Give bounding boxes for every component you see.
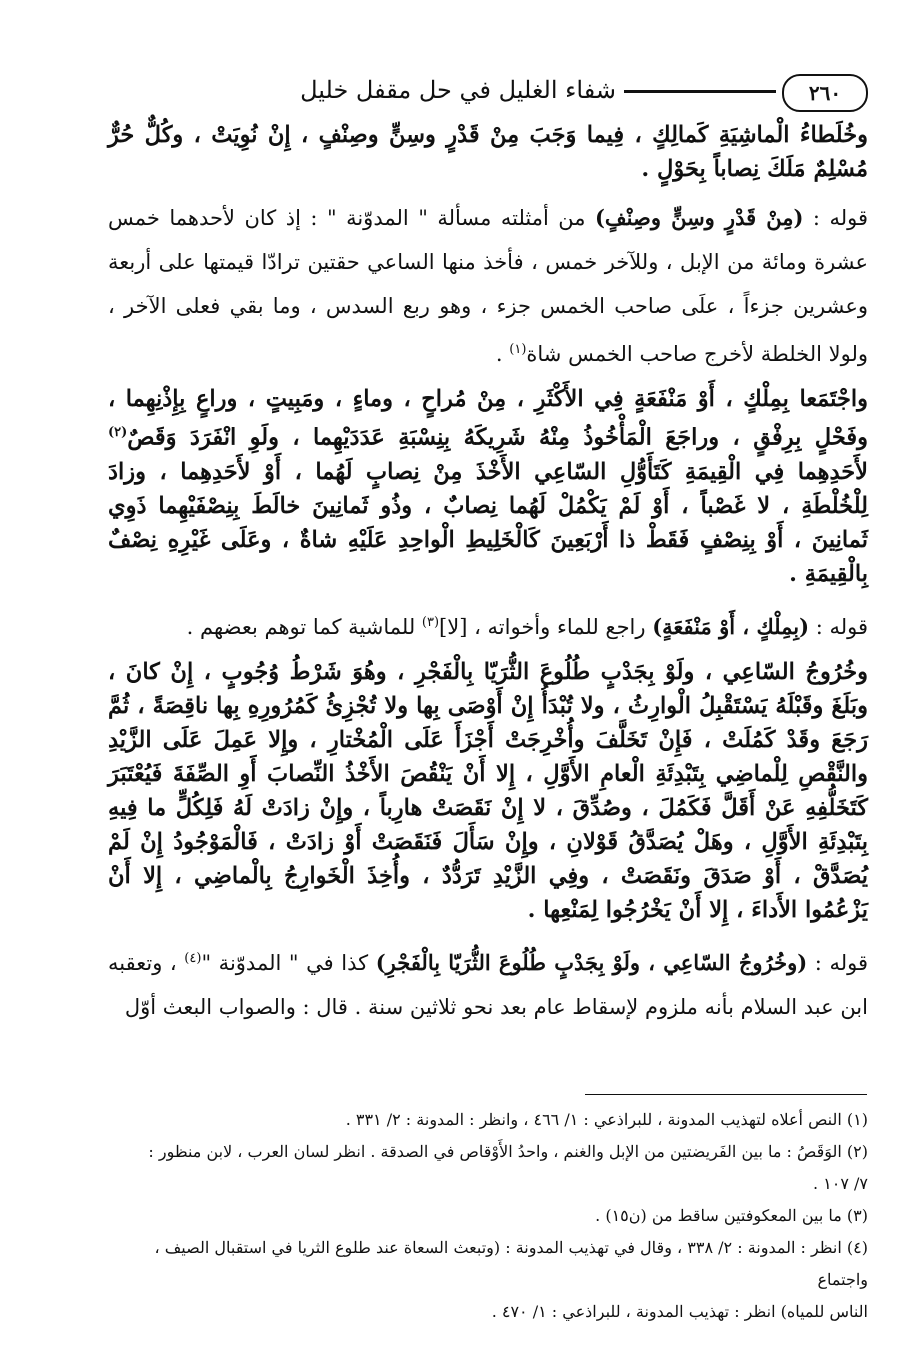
- matn-text: وخُلَطاءُ الْماشِيَةِ كَمالِكٍ ، فِيما وَجَبَ مِنْ قَدْرٍ وسِنٍّ وصِنْفٍ ، إِنْ نُوِيَتْ ، وكُلٌّ حُرٌّ مُسْلِمٌ مَلَكَ نِصاباً بِحَوْلٍ .: [108, 122, 868, 182]
- footnote: (٤) انظر : المدونة : ٢/ ٣٣٨ ، وقال في تهذيب المدونة : (وتبعث السعاة عند طلوع الثريا في استقبال الصيف ، واجتماع: [154, 1238, 868, 1289]
- header-rule: [624, 90, 776, 93]
- commentary-text-end: ، وتعقبه ابن عبد السلام بأنه ملزوم لإسقاط عام بعد نحو ثلاثين سنة . قال : والصواب البعث أوّل: [108, 950, 868, 1019]
- footnote-ref: (٤): [184, 950, 202, 966]
- commentary-label: قوله :: [807, 950, 868, 975]
- commentary-paragraph: [108, 937, 868, 1029]
- commentary-quote: (وخُرُوجُ السّاعِي ، ولَوْ بِجَدْبٍ طُلُوعَ الثُّرَيّا بِالْفَجْرِ): [375, 949, 808, 975]
- matn-text-end: لأَحَدِهِما فِي الْقِيمَةِ كَتَأَوُّلِ السّاعِي الأَخْذَ مِنْ نِصابٍ لَهُما ، أَوْ لأَحَدِهِما ، وزادَ لِلْخُلْطَةِ ، لا غَصْباً ، أَوْ لَمْ يَكْمُلْ لَهُما نِصابٌ ، وذُو ثَمانِينَ خالَطَ بِنِصْفَيْهِما ذَوِي ثَمانِينَ ، أَوْ بِنِصْفٍ فَقَطْ ذا أَرْبَعِينَ كَالْخَلِيطِ الْواحِدِ عَلَيْهِ شاةٌ ، وعَلَى غَيْرِهِ نِصْفٌ بِالْقِيمَةِ .: [108, 458, 868, 587]
- page-number: ٢٦٠: [782, 74, 868, 112]
- matn-text: واجْتَمَعا بِمِلْكٍ ، أَوْ مَنْفَعَةٍ فِي الأَكْثَرِ ، مِنْ مُراحٍ ، وماءٍ ، ومَبِيتٍ ، وراعٍ بِإِذْنِهِما ، وفَحْلٍ بِرِفْقٍ ، وراجَعَ الْمَأْخُوذُ مِنْهُ شَرِيكَهُ بِنِسْبَةِ عَدَدَيْهِما ، ولَوِ انْفَرَدَ وَقَصٌ: [108, 386, 868, 451]
- footnote-continuation: الناس للمياه) انظر : تهذيب المدونة ، للبراذعي : ١/ ٤٧٠ .: [491, 1302, 868, 1321]
- page-body: [108, 118, 868, 1035]
- footnote-rule: [585, 1094, 867, 1095]
- matn-text: وخُرُوجُ السّاعِي ، ولَوْ بِجَدْبٍ طُلُوعَ الثُّرَيّا بِالْفَجْرِ ، وهُوَ شَرْطُ وُجُوبٍ ، إِنْ كانَ ، وبَلَغَ وقَبْلَهُ يَسْتَقْبِلُ الْوارِثُ ، ولا تُبْدَأُ إِنْ أَوْصَى بِها ولا تُجْزِئُ كَمُرُورِهِ بِها ناقِصَةً ، ثُمَّ رَجَعَ وقَدْ كَمُلَتْ ، فَإِنْ تَخَلَّفَ وأُخْرِجَتْ أَجْزَأَ عَلَى الْمُخْتارِ ، وإِلا عَمِلَ عَلَى الزَّيْدِ والنَّقْصِ لِلْماضِي بِتَبْدِئَةِ الْعامِ الأَوَّلِ ، إِلا أَنْ يَنْقُصَ الأَخْذُ النِّصابَ أَوِ الصِّفَةَ فَيُعْتَبَرَ كَتَخَلُّفِهِ عَنْ أَقَلَّ فَكَمُلَ ، وصُدِّقَ ، لا إِنْ نَقَصَتْ هارِباً ، وإِنْ زادَتْ لَهُ فَلِكُلٍّ ما فِيهِ بِتَبْدِئَةِ الأَوَّلِ ، وهَلْ يُصَدَّقُ قَوْلانِ ، وإِنْ سَأَلَ فَنَقَصَتْ أَوْ زادَتْ ، فَالْمَوْجُودُ إِنْ لَمْ يُصَدَّقْ ، أَوْ صَدَقَ ونَقَصَتْ ، وفِي الزَّيْدِ تَرَدُّدٌ ، وأُخِذَ الْخَوارِجُ بِالْماضِي ، إِلا أَنْ يَزْعُمُوا الأَداءَ ، إِلا أَنْ يَخْرُجُوا لِمَنْعِها .: [108, 658, 868, 923]
- commentary-quote: (مِنْ قَدْرٍ وسِنٍّ وصِنْفٍ): [595, 205, 804, 230]
- matn-paragraph: [108, 382, 868, 591]
- footnote-ref: (٣): [421, 614, 440, 630]
- footnote: (١) النص أعلاه لتهذيب المدونة ، للبراذعي : ١/ ٤٦٦ ، وانظر : المدونة : ٢/ ٣٣١ .: [345, 1110, 868, 1129]
- commentary-text-end: للماشية كما توهم بعضهم .: [186, 614, 422, 639]
- footnote-ref: (٢): [108, 425, 128, 440]
- footnote: (٢) الوَقَصُ : ما بين الفَريضتين من الإبل والغنم ، واحدُ الأَوْقاص في الصدقة . انظر لسان العرب ، لابن منظور : ٧/ ١٠٧ .: [148, 1142, 868, 1193]
- matn-paragraph: [108, 655, 868, 927]
- book-title: شفاء الغليل في حل مقفل خليل: [300, 76, 616, 104]
- commentary-paragraph: [108, 601, 868, 649]
- commentary-paragraph: [108, 196, 868, 376]
- footnote-ref: (١): [509, 342, 527, 357]
- commentary-label: قوله :: [803, 206, 868, 230]
- commentary-label: قوله :: [809, 614, 868, 639]
- commentary-text: راجع للماء وأخواته ، [لا]: [439, 614, 653, 639]
- footnote: (٣) ما بين المعكوفتين ساقط من (ن١٥) .: [595, 1206, 868, 1225]
- matn-paragraph: [108, 118, 868, 186]
- commentary-quote: (بِمِلْكٍ ، أَوْ مَنْفَعَةٍ): [652, 613, 810, 639]
- commentary-text: من أمثلته مسألة " المدوّنة " : إذ كان لأحدهما خمس عشرة ومائة من الإبل ، وللآخر خمس ، فأخذ منها الساعي حقتين ترادّا قيمتها على أربعة وعشرين جزءاً ، علَى صاحب الخمس جزء ، وهو ربع السدس ، وما بقي فعلى الآخر ، ولولا الخلطة لأخرج صاحب الخمس شاة: [108, 206, 868, 366]
- footnotes: [130, 1104, 868, 1328]
- commentary-text: كذا في " المدوّنة ": [201, 950, 376, 975]
- commentary-text-end: .: [495, 342, 510, 366]
- page-header: [98, 72, 868, 112]
